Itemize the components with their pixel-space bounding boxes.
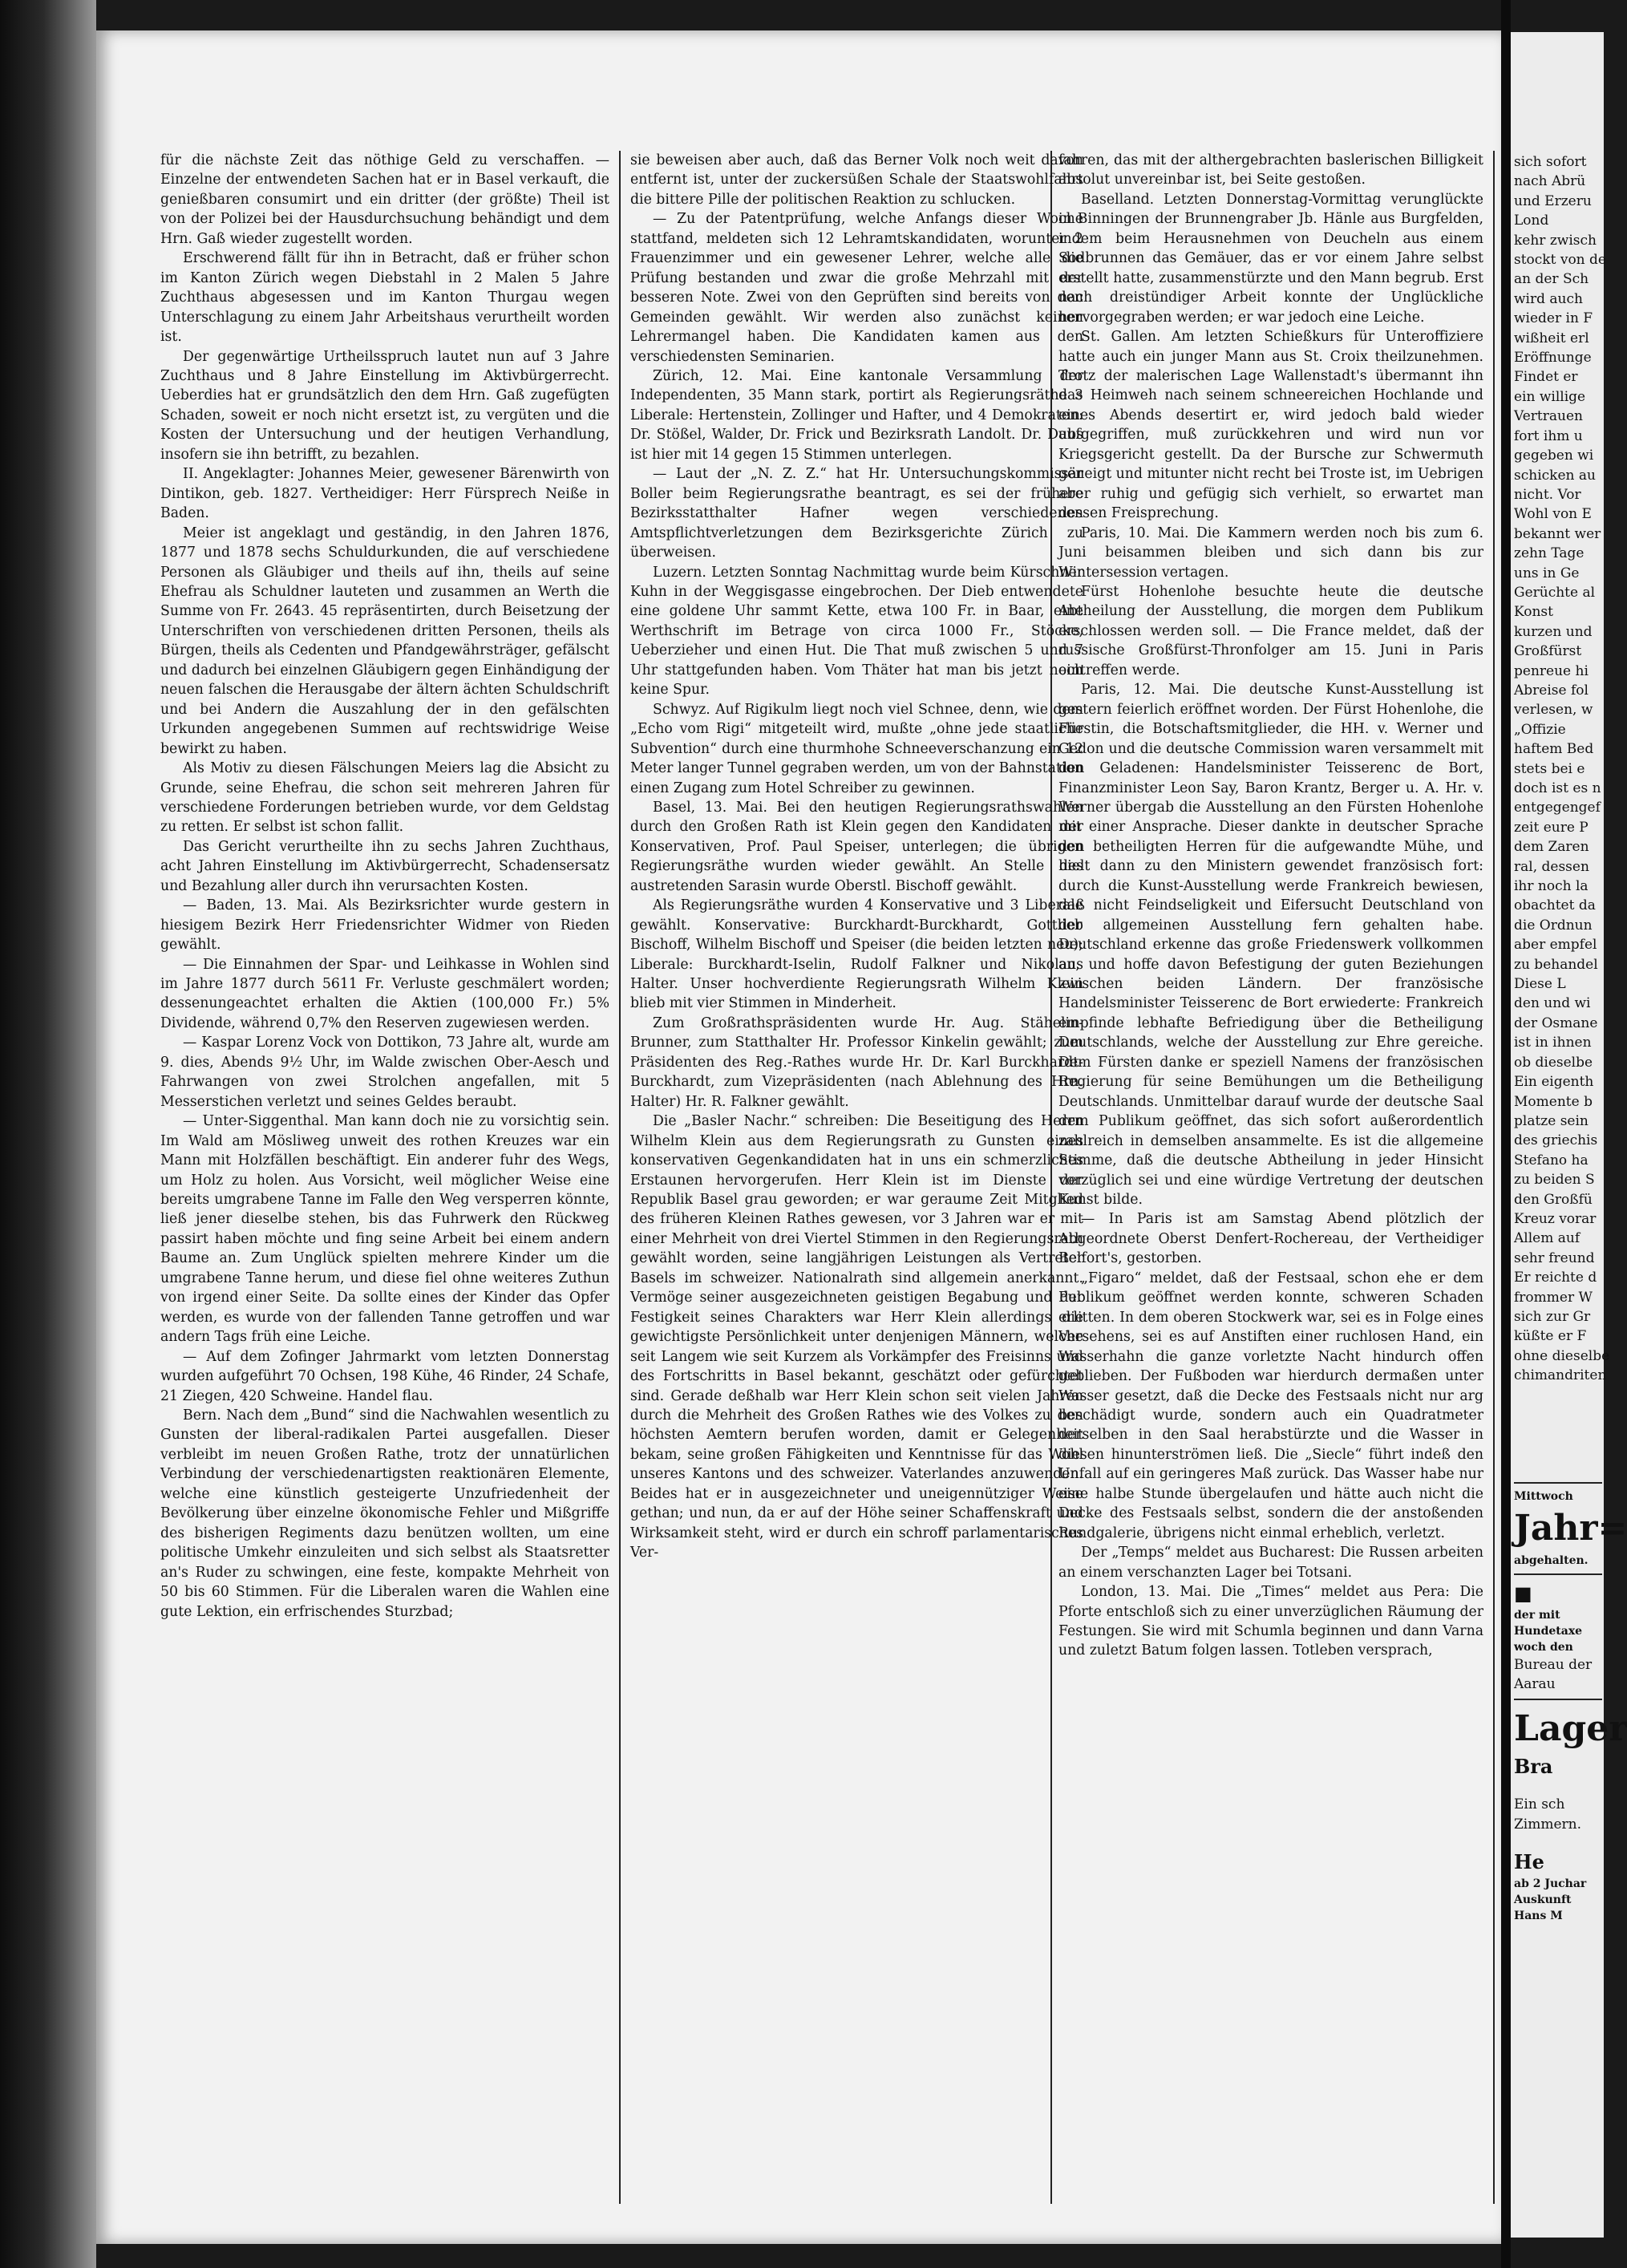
fragment-line: Abreise fol	[1514, 682, 1589, 699]
paragraph: — Laut der „N. Z. Z.“ hat Hr. Untersuchungskommissär Boller beim Regierungsrathe beantragt, es sei der frühere Bezirksstatthalter Hafner wegen verschiedenen Amtspflichtverletzungen dem Bezirksgerichte Zürich zu überweisen.	[630, 466, 1083, 561]
ad-line: Bra	[1514, 1755, 1553, 1779]
ad-line: Aarau	[1514, 1676, 1556, 1692]
fragment-line: chimandriten	[1514, 1367, 1607, 1384]
ad-headline: Jahr=	[1514, 1507, 1627, 1549]
fragment-line: verlesen, w	[1514, 702, 1593, 719]
fragment-line: zeit eure P	[1514, 819, 1589, 836]
paragraph: II. Angeklagter: Johannes Meier, gewesener Bärenwirth von Dintikon, geb. 1827. Vertheidiger: Herr Fürsprech Neiße in Baden.	[160, 466, 609, 522]
fragment-line: nicht. Vor	[1514, 486, 1581, 503]
fragment-line: wird auch	[1514, 290, 1583, 307]
paragraph: London, 13. Mai. Die „Times“ meldet aus Pera: Die Pforte entschloß sich zu einer unverzüglichen Räumung der Festungen. Sie wird mit Schumla beginnen und dann Varna und zuletzt Batum folgen lassen. Totleben versprach,	[1058, 1584, 1483, 1659]
fragment-line: den Großfü	[1514, 1191, 1593, 1208]
paragraph: Der „Temps“ meldet aus Bucharest: Die Russen arbeiten an einem verschanzten Lager bei Totsani.	[1058, 1545, 1483, 1581]
fragment-line: Momente b	[1514, 1093, 1593, 1110]
paragraph: Zürich, 12. Mai. Eine kantonale Versammlung der Independenten, 35 Mann stark, portirt als Regierungsräthe 3 Liberale: Hertenstein, Zollinger und Hafter, und 4 Demokraten: Dr. Stößel, Walder, Dr. Frick und Bezirksrath Landolt. Dr. Dubs ist hier mit 14 gegen 15 Stimmen unterlegen.	[630, 367, 1083, 463]
paragraph: für die nächste Zeit das nöthige Geld zu verschaffen. — Einzelne der entwendeten Sachen hat er in Basel verkauft, die genießbaren consumirt und ein dritter (der größte) Theil ist von der Polizei bei der Hausdurchsuchung behändigt und dem Hrn. Gaß wieder zugestellt worden.	[160, 152, 609, 247]
fragment-line: Vertrauen	[1514, 408, 1583, 425]
ad-line: Auskunft	[1514, 1893, 1572, 1907]
ad-line: woch den	[1514, 1640, 1573, 1654]
fragment-line: ohne dieselbe	[1514, 1347, 1610, 1364]
ad-line: Hans M	[1514, 1910, 1563, 1923]
fragment-line: und Erzeru	[1514, 192, 1592, 209]
fragment-line: aber empfel	[1514, 937, 1597, 954]
paragraph: — Zu der Patentprüfung, welche Anfangs dieser Woche stattfand, meldeten sich 12 Lehramtskandidaten, worunter 2 Frauenzimmer und ein gewesener Lehrer, welche alle die Prüfung bestanden und zwar die große Mehrzahl mit der besseren Note. Zwei von den Geprüften sind bereits von den Gemeinden gewählt. Wir werden also zunächst keinen Lehrermangel haben. Die Kandidaten kamen aus den verschiedensten Seminarien.	[630, 211, 1083, 365]
paragraph: — Die Einnahmen der Spar- und Leihkasse in Wohlen sind im Jahre 1877 durch 5611 Fr. Verluste geschmälert worden; dessenungeachtet erhalten die Aktien (100,000 Fr.) 5% Dividende, während 0,7% den Reserven zugewiesen werden.	[160, 956, 609, 1031]
ad-line: ab 2 Juchar	[1514, 1877, 1587, 1891]
fragment-line: kurzen und	[1514, 623, 1593, 640]
column-rule-1	[619, 151, 621, 2204]
fragment-line: der Osmane	[1514, 1015, 1598, 1031]
fragment-line: ein willige	[1514, 388, 1586, 405]
paragraph: fahren, das mit der althergebrachten baslerischen Billigkeit absolut unvereinbar ist, bei Seite gestoßen.	[1058, 152, 1483, 188]
fragment-line: gegeben wi	[1514, 448, 1594, 464]
paragraph: Baselland. Letzten Donnerstag-Vormittag verunglückte in Binningen der Brunnengraber Jb. Hänle aus Burgfelden, indem beim Herausnehmen von Deucheln aus einem Sodbrunnen das Gemäuer, das er vor einem Jahre selbst erstellt hatte, zusammenstürzte und den Mann begrub. Erst nach dreistündiger Arbeit konnte der Unglückliche hervorgegraben werden; er war jedoch eine Leiche.	[1058, 191, 1483, 326]
fragment-line: Stefano ha	[1514, 1152, 1589, 1168]
paragraph: — Auf dem Zofinger Jahrmarkt vom letzten Donnerstag wurden aufgeführt 70 Ochsen, 198 Kühe, 46 Rinder, 24 Schafe, 21 Ziegen, 420 Schweine. Handel flau.	[160, 1348, 609, 1404]
paragraph: St. Gallen. Am letzten Schießkurs für Unteroffiziere hatte auch ein junger Mann aus St. Croix theilzunehmen. Trotz der malerischen Lage Wallenstadt's übermannt ihn das Heimweh nach seinem schneereichen Hochlande und eines Abends desertirt er, wird jedoch bald wieder aufgegriffen, muß zurückkehren und wird nun vor Kriegsgericht gestellt. Da der Bursche zur Schwermuth geneigt und mitunter nicht recht bei Troste ist, im Uebrigen aber ruhig und gefügig sich verhielt, so erwartet man dessen Freisprechung.	[1058, 329, 1483, 522]
column-1	[160, 151, 609, 2204]
fragment-line: nach Abrü	[1514, 173, 1586, 190]
ad-line: Bureau der	[1514, 1656, 1593, 1673]
paragraph: — Unter-Siggenthal. Man kann doch nie zu vorsichtig sein. Im Wald am Mösliweg unweit des rothen Kreuzes war ein Mann mit Holzfällen beschäftigt. Ein anderer fuhr des Wegs, um Holz zu holen. Aus Vorsicht, weil möglicher Weise eine bereits umgrabene Tanne im Falle den Weg versperren könnte, ließ jener dieselbe stehen, bis das Fuhrwerk den Rückweg passirt haben möchte und fing seine Arbeit bei einem andern Baume an. Zum Unglück spielten mehrere Kinder um die umgrabene Tanne herum, und diese fiel ohne weiteres Zuthun von irgend einer Seite. Da sollte eines der Kinder das Opfer werden, es wurde von der fallenden Tanne getroffen und war andern Tags früh eine Leiche.	[160, 1113, 609, 1346]
fragment-line: uns in Ge	[1514, 565, 1580, 581]
ad-line: der mit	[1514, 1608, 1560, 1622]
fragment-line: fort ihm u	[1514, 427, 1583, 444]
ad-line: He	[1514, 1850, 1544, 1874]
paragraph: Das Gericht verurtheilte ihn zu sechs Jahren Zuchthaus, acht Jahren Einstellung im Aktivbürgerrecht, Schadensersatz und Bezahlung aller durch ihn verursachten Kosten.	[160, 838, 609, 894]
fragment-line: Gerüchte al	[1514, 584, 1596, 601]
paragraph: Bern. Nach dem „Bund“ sind die Nachwahlen wesentlich zu Gunsten der liberal-radikalen Partei ausgefallen. Dieser verbleibt im neuen Großen Rathe, trotz der unnatürlichen Verbindung der verschiedenartigsten reaktionären Elemente, welche eine künstlich gesteigerte Unzufriedenheit der Bevölkerung über einzelne ökonomische Fehler und Mißgriffe des bisherigen Regiments dazu benützen wollten, um eine politische Umkehr einzuleiten und sich selbst als Staatsretter an's Ruder zu schwingen, eine feste, kompakte Mehrheit von 50 bis 60 Stimmen. Für die Liberalen waren die Wahlen eine gute Lektion, ein erfrischendes Sturzbad;	[160, 1407, 609, 1620]
ad-line: Zimmern.	[1514, 1816, 1582, 1833]
fragment-line: haftem Bed	[1514, 741, 1594, 758]
paragraph: Als Motiv zu diesen Fälschungen Meiers lag die Absicht zu Grunde, seine Ehefrau, die schon seit mehreren Jahren für verschiedene Forderungen betrieben wurde, vor dem Geldstag zu retten. Er selbst ist schon fallit.	[160, 760, 609, 836]
paragraph: Paris, 10. Mai. Die Kammern werden noch bis zum 6. Juni beisammen bleiben und sich dann bis zur Wintersession vertagen.	[1058, 524, 1483, 581]
fragment-line: sich zur Gr	[1514, 1308, 1591, 1325]
ad-line: Mittwoch	[1514, 1489, 1573, 1503]
fragment-line: sich sofort	[1514, 154, 1587, 170]
fragment-line: schicken au	[1514, 467, 1596, 484]
fragment-line: an der Sch	[1514, 271, 1589, 288]
paragraph: sie beweisen aber auch, daß das Berner Volk noch weit davon entfernt ist, unter der zuckersüßen Schale der Staatswohlfahrt die bittere Pille der politischen Reaktion zu schlucken.	[630, 152, 1083, 208]
fragment-line: Er reichte d	[1514, 1270, 1597, 1286]
newspaper-page	[96, 30, 1501, 2244]
fragment-text	[1511, 152, 1627, 1924]
fragment-line: doch ist es n	[1514, 780, 1601, 796]
page-gutter	[1501, 0, 1511, 2268]
fragment-line: ihr noch la	[1514, 878, 1589, 895]
paragraph: Schwyz. Auf Rigikulm liegt noch viel Schnee, denn, wie dem „Echo vom Rigi“ mitgeteilt wird, mußte „ohne jede staatliche Subvention“ durch eine thurmhohe Schneeverschanzung ein 12 Meter langer Tunnel gegraben werden, um von der Bahnstation einen Zugang zum Hotel Schreiber zu gewinnen.	[630, 701, 1083, 796]
fragment-line: Allem auf	[1514, 1230, 1580, 1247]
fragment-line: frommer W	[1514, 1289, 1593, 1306]
fragment-line: küßte er F	[1514, 1328, 1587, 1345]
ad-line: Ein sch	[1514, 1796, 1565, 1813]
fragment-line: wißheit erl	[1514, 330, 1589, 346]
ad-line: abgehalten.	[1514, 1553, 1589, 1567]
fragment-line: Findet er	[1514, 369, 1578, 386]
fragment-line: des griechis	[1514, 1132, 1598, 1149]
fragment-line: ob dieselbe	[1514, 1054, 1593, 1071]
column-3	[1058, 151, 1483, 2204]
paragraph: Basel, 13. Mai. Bei den heutigen Regierungsrathswahlen durch den Großen Rath ist Klein gegen den Kandidaten der Konservativen, Prof. Paul Speiser, unterlegen; die übrigen Regierungsräthe wurden wieder gewählt. An Stelle des austretenden Sarasin wurde Oberstl. Bischoff gewählt.	[630, 799, 1083, 894]
fragment-line: sehr freund	[1514, 1249, 1595, 1266]
fragment-line: stockt von de	[1514, 252, 1606, 269]
fragment-line: bekannt wer	[1514, 525, 1601, 542]
ad-line: Hundetaxe	[1514, 1624, 1583, 1638]
ad-line: ■	[1514, 1581, 1532, 1605]
paragraph: Meier ist angeklagt und geständig, in den Jahren 1876, 1877 und 1878 sechs Schuldurkunden, die auf verschiedene Personen als Gläubiger und theils auf ihn, theils auf seine Ehefrau als Schuldner lauteten und zusammen an Werth die Summe von Fr. 2643. 45 repräsentirten, durch Beisetzung der Unterschriften von verschiedenen dritten Personen, theils als Bürgen, theils als Cedenten und Pfandgewährsträger, gefälscht und dadurch bei einzelnen Gläubigern gegen Einhändigung der neuen falschen die Herausgabe der ältern ächten Schuldschrift und bei Andern die Auszahlung der in den gefälschten Urkunden angegebenen Summen auf rechtswidrige Weise bewirkt zu haben.	[160, 524, 609, 757]
paragraph: Zum Großrathspräsidenten wurde Hr. Aug. Stähelin-Brunner, zum Statthalter Hr. Professor Kinkelin gewählt; zum Präsidenten des Reg.-Rathes wurde Hr. Dr. Karl Burckhardt-Burckhardt, zum Vizepräsidenten (nach Ablehnung des Hrn. Halter) Hr. R. Falkner gewählt.	[630, 1015, 1083, 1110]
fragment-line: Wohl von E	[1514, 506, 1592, 523]
paragraph: Die „Basler Nachr.“ schreiben: Die Beseitigung des Herrn Wilhelm Klein aus dem Regierungsrath zu Gunsten eines konservativen Gegenkandidaten hat in uns ein schmerzliches Erstaunen hervorgerufen. Herr Klein ist im Dienste der Republik Basel grau geworden; er war geraume Zeit Mitglied des früheren Kleinen Rathes gewesen, vor 3 Jahren war er mit einer Mehrheit von drei Viertel Stimmen in den Regierungsrath gewählt worden, seine langjährigen Leistungen als Vertreter Basels im schweizer. Nationalrath sind allgemein anerkannt. Vermöge seiner ausgezeichneten geistigen Begabung und der Festigkeit seines Charakters war Herr Klein allerdings die gewichtigste Persönlichkeit unter denjenigen Männern, welche seit Langem wie seit Kurzem als Vorkämpfer des Freisinns und des Fortschritts in Basel bekannt, geschätzt oder gefürchtet sind. Gerade deßhalb war Herr Klein schon seit vielen Jahren durch die Mehrheit des Großen Rathes wie des Volkes zu den höchsten Aemtern berufen worden, damit er Gelegenheit bekam, seine großen Fähigkeiten und Kenntnisse für das Wohl unseres Kantons und des schweizer. Vaterlandes anzuwenden. Beides hat er in ausgezeichneter und uneigennütziger Weise gethan; und nun, da er auf der Höhe seiner Schaffenskraft und Wirksamkeit steht, wird er durch ein schroff parlamentarisches Ver-	[630, 1113, 1083, 1561]
column-2	[630, 151, 1083, 2204]
fragment-line: penreue hi	[1514, 662, 1589, 679]
fragment-rule	[1514, 1573, 1602, 1575]
fragment-line: Eröffnunge	[1514, 350, 1592, 367]
adjacent-page-fragment	[1511, 32, 1627, 2238]
paragraph: — Kaspar Lorenz Vock von Dottikon, 73 Jahre alt, wurde am 9. dies, Abends 9½ Uhr, im Walde zwischen Ober-Aesch und Fahrwangen von zwei Strolchen angefallen, mit 5 Messerstichen verletzt und seines Geldes beraubt.	[160, 1035, 609, 1110]
fragment-line: platze sein	[1514, 1112, 1589, 1129]
paragraph: — In Paris ist am Samstag Abend plötzlich der Abgeordnete Oberst Denfert-Rochereau, der Vertheidiger Belfort's, gestorben.	[1058, 1211, 1483, 1267]
fragment-line: „Offizie	[1514, 721, 1566, 738]
paragraph: Paris, 12. Mai. Die deutsche Kunst-Ausstellung ist gestern feierlich eröffnet worden. Der Fürst Hohenlohe, die Fürstin, die Botschaftsmitglieder, die HH. v. Werner und Gedon und die deutsche Commission waren versammelt mit den Geladenen: Handelsminister Teisserenc de Bort, Finanzminister Leon Say, Baron Krantz, Berger u. A. Hr. v. Werner übergab die Ausstellung an den Fürsten Hohenlohe mit einer Ansprache. Dieser dankte in deutscher Sprache den betheiligten Herren für die aufgewandte Mühe, und hielt dann zu den Ministern gewendet französisch fort: durch die Kunst-Ausstellung werde Frankreich bewiesen, daß nicht Feindseligkeit und Eifersucht Deutschland von der allgemeinen Ausstellung fern gehalten habe. Deutschland erkenne das große Friedenswerk vollkommen an, und hoffe davon Befestigung der guten Beziehungen zwischen beiden Ländern. Der französische Handelsminister Teisserenc de Bort erwiederte: Frankreich empfinde lebhafte Befriedigung über die Betheiligung Deutschlands, welche der Ausstellung zur Ehre gereiche. Dem Fürsten danke er speziell Namens der französischen Regierung für seine Bemühungen um die Betheiligung Deutschlands. Unmittelbar darauf wurde der deutsche Saal dem Publikum geöffnet, das sich sofort außerordentlich zahlreich in demselben ansammelte. Es ist die allgemeine Stimme, daß die deutsche Abtheilung in jeder Hinsicht vorzüglich sei und eine würdige Vertretung der deutschen Kunst bilde.	[1058, 682, 1483, 1209]
fragment-rule	[1514, 1482, 1602, 1484]
fragment-line: Großfürst	[1514, 643, 1582, 660]
ad-headline: Lager	[1514, 1708, 1627, 1750]
fragment-line: ral, dessen	[1514, 858, 1589, 875]
fragment-line: die Ordnun	[1514, 917, 1593, 934]
paragraph: Als Regierungsräthe wurden 4 Konservative und 3 Liberale gewählt. Konservative: Burckhardt-Burckhardt, Gottlieb Bischoff, Wilhelm Bischoff und Speiser (die beiden letzten neu); Liberale: Burckhardt-Iselin, Rudolf Falkner und Nikolaus Halter. Unser hochverdiente Regierungsrath Wilhelm Klein blieb mit vier Stimmen in Minderheit.	[630, 897, 1083, 1012]
paragraph: „Figaro“ meldet, daß der Festsaal, schon ehe er dem Publikum geöffnet werden konnte, schweren Schaden erlitten. In dem oberen Stockwerk war, sei es in Folge eines Versehens, sei es auf Anstiften einer ruchlosen Hand, ein Wasserhahn die ganze vorletzte Nacht hindurch offen geblieben. Der Fußboden war hierdurch dermaßen unter Wasser gesetzt, daß die Decke des Festsaals nicht nur arg beschädigt wurde, sondern auch ein Quadratmeter derselben in den Saal herabstürzte und die Wasser in diesen hinunterströmen ließ. Die „Siecle“ führt indeß den Unfall auf ein geringeres Maß zurück. Das Wasser habe nur eine halbe Stunde übergelaufen und hätte auch nicht die Decke des Festsaals selbst, sondern die der anstoßenden Rundgalerie, übrigens nicht einmal erheblich, verletzt.	[1058, 1270, 1483, 1541]
fragment-line: zu behandel	[1514, 956, 1598, 973]
fragment-line: zehn Tage	[1514, 545, 1585, 562]
paragraph: Luzern. Letzten Sonntag Nachmittag wurde beim Kürschner Kuhn in der Weggisgasse eingebrochen. Der Dieb entwendete eine goldene Uhr sammt Kette, etwa 100 Fr. in Baar, eine Werthschrift im Betrage von circa 1000 Fr., Stöcke, Ueberzieher und einen Hut. Die That muß zwischen 5 und 7 Uhr stattgefunden haben. Vom Thäter hat man bis jetzt noch keine Spur.	[630, 564, 1083, 699]
fragment-line: Lond	[1514, 213, 1549, 229]
fragment-line: stets bei e	[1514, 760, 1585, 777]
paragraph: Erschwerend fällt für ihn in Betracht, daß er früher schon im Kanton Zürich wegen Diebstahl in 2 Malen 5 Jahre Zuchthaus abgesessen und im Kanton Thurgau wegen Unterschlagung zu einem Jahr Arbeitshaus verurtheilt worden ist.	[160, 250, 609, 346]
fragment-line: kehr zwisch	[1514, 232, 1597, 249]
fragment-line: Ein eigenth	[1514, 1074, 1594, 1091]
paragraph: Der gegenwärtige Urtheilsspruch lautet nun auf 3 Jahre Zuchthaus und 8 Jahre Einstellung im Aktivbürgerrecht. Ueberdies hat er grundsätzlich den dem Hrn. Gaß zugefügten Schaden, soweit er noch nicht ersetzt ist, zu vergüten und die Kosten der Untersuchung und der heutigen Verhandlung, insofern sie ihn betrifft, zu bezahlen.	[160, 348, 609, 463]
column-rule-3	[1493, 151, 1495, 2204]
paragraph: Fürst Hohenlohe besuchte heute die deutsche Abtheilung der Ausstellung, die morgen dem Publikum erschlossen werden soll. — Die France meldet, daß der russische Großfürst-Thronfolger am 15. Juni in Paris eintreffen werde.	[1058, 583, 1483, 678]
fragment-line: wieder in F	[1514, 310, 1593, 327]
fragment-line: obachtet da	[1514, 897, 1596, 914]
fragment-line: ist in ihnen	[1514, 1035, 1592, 1051]
fragment-line: Kreuz vorar	[1514, 1210, 1597, 1227]
fragment-line: entgegengef	[1514, 800, 1601, 816]
fragment-line: Diese L	[1514, 976, 1566, 993]
fragment-line: zu beiden S	[1514, 1172, 1595, 1189]
fragment-line: den und wi	[1514, 995, 1591, 1012]
book-spine	[0, 0, 96, 2268]
fragment-line: Konst	[1514, 604, 1553, 621]
fragment-line: dem Zaren	[1514, 839, 1589, 856]
fragment-rule	[1514, 1699, 1602, 1700]
paragraph: — Baden, 13. Mai. Als Bezirksrichter wurde gestern in hiesigem Bezirk Herr Friedensrichter Widmer von Rieden gewählt.	[160, 897, 609, 954]
